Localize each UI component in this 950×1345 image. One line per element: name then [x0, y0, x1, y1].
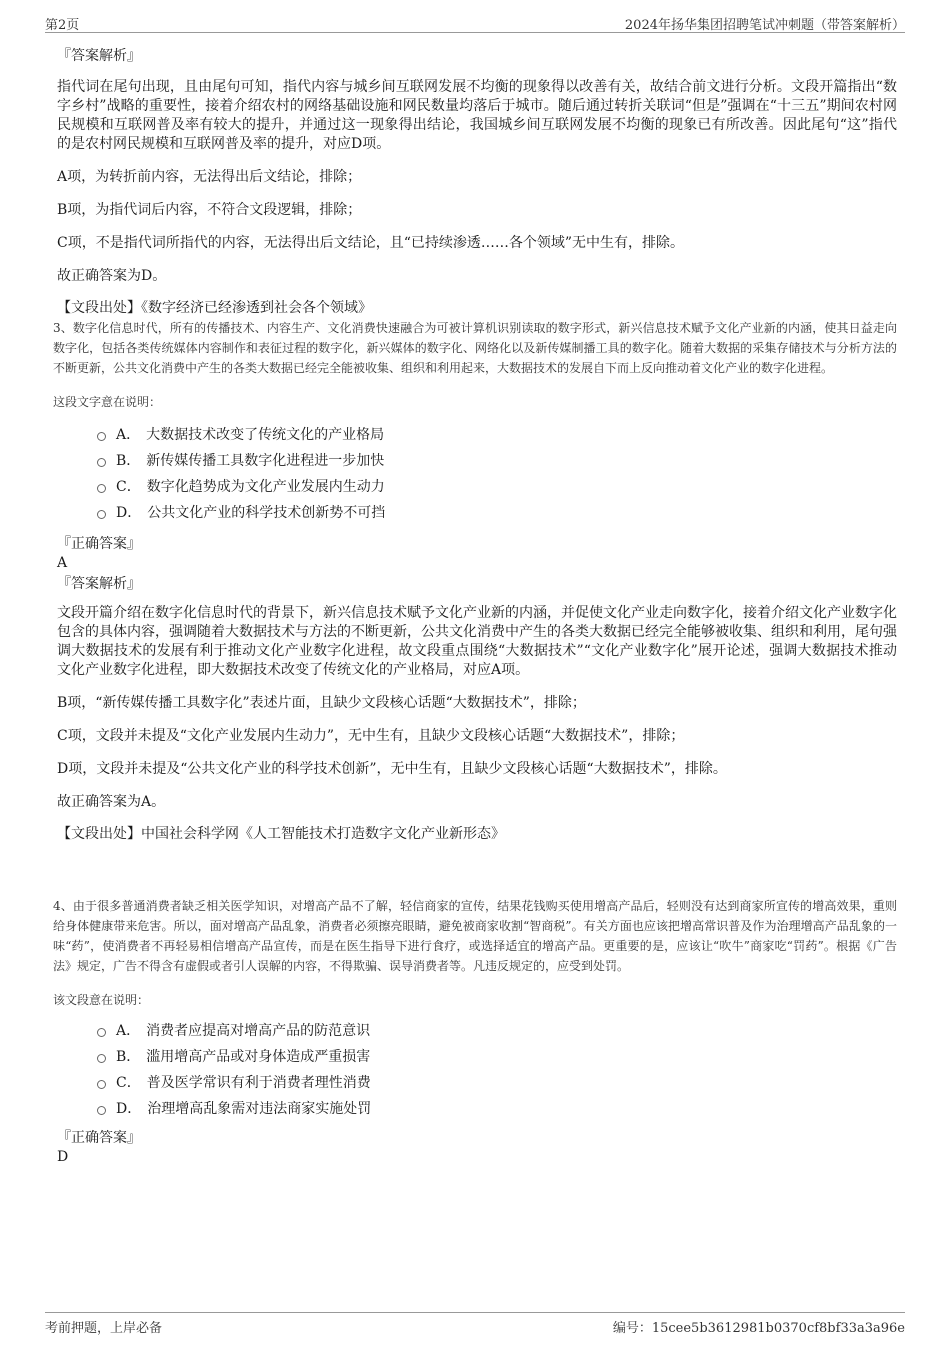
footer-slogan: 考前押题，上岸必备	[45, 1321, 163, 1336]
q2-option-c-note: C项，不是指代词所指代的内容，无法得出后文结论，且“已持续渗透……各个领域”无中生有，排除。	[57, 235, 685, 251]
radio-button-icon[interactable]	[97, 484, 106, 493]
q4-options	[57, 1018, 897, 1122]
radio-button-icon[interactable]	[97, 458, 106, 467]
radio-button-icon[interactable]	[97, 1080, 106, 1089]
page-footer	[45, 1312, 905, 1335]
radio-button-icon[interactable]	[97, 1106, 106, 1115]
q3-option-d-note: D项，文段并未提及“公共文化产业的科学技术创新”，无中生有，且缺少文段核心话题“大数据技术”，排除。	[57, 761, 727, 777]
q3-option-b[interactable]: B． 新传媒传播工具数字化进程进一步加快	[97, 448, 897, 474]
q2-analysis-label: 『答案解析』	[57, 48, 141, 64]
q3-option-c[interactable]: C． 数字化趋势成为文化产业发展内生动力	[97, 474, 897, 500]
q4-option-c[interactable]: C． 普及医学常识有利于消费者理性消费	[97, 1070, 897, 1096]
q3-source: 【文段出处】中国社会科学网《人工智能技术打造数字文化产业新形态》	[57, 826, 505, 842]
q3-option-d[interactable]: D． 公共文化产业的科学技术创新势不可挡	[97, 500, 897, 526]
radio-button-icon[interactable]	[97, 510, 106, 519]
page-header	[45, 12, 905, 33]
q4-option-b[interactable]: B． 滥用增高产品或对身体造成严重损害	[97, 1044, 897, 1070]
q3-conclusion: 故正确答案为A。	[57, 794, 166, 810]
page-content	[53, 46, 897, 1166]
document-code: 编号：15cee5b3612981b0370cf8bf33a3a96e	[612, 1321, 905, 1336]
q3-question: 这段文字意在说明：	[53, 395, 162, 409]
q2-conclusion: 故正确答案为D。	[57, 268, 167, 284]
q4-answer: D	[57, 1149, 69, 1165]
q4-option-a[interactable]: A． 消费者应提高对增高产品的防范意识	[97, 1018, 897, 1044]
q3-analysis-label: 『答案解析』	[57, 576, 141, 592]
q4-option-d[interactable]: D． 治理增高乱象需对违法商家实施处罚	[97, 1096, 897, 1122]
page-number: 第2页	[45, 18, 80, 33]
q3-stem: 3、数字化信息时代，所有的传播技术、内容生产、文化消费快速融合为可被计算机识别读取的数字形式，新兴信息技术赋予文化产业新的内涵，使其日益走向数字化，包括各类传统媒体内容制作和表征过程的数字化，新兴媒体的数字化、网络化以及新传媒制播工具的数字化。随着大数据的采集存储技术与分析方法的不断更新，公共文化消费中产生的各类大数据已经完全能被收集、组织和利用起来，大数据技术的发展自下而上反向推动着文化产业的数字化进程。	[53, 321, 897, 375]
q2-source: 【文段出处】《数字经济已经渗透到社会各个领域》	[57, 300, 372, 316]
q3-option-c-note: C项，文段并未提及“文化产业发展内生动力”，无中生有，且缺少文段核心话题“大数据技术”，排除；	[57, 728, 685, 744]
q3-answer: A	[57, 555, 68, 571]
radio-button-icon[interactable]	[97, 432, 106, 441]
q4-answer-label: 『正确答案』	[57, 1130, 141, 1146]
q3-option-b-note: B项，“新传媒传播工具数字化”表述片面，且缺少文段核心话题“大数据技术”，排除；	[57, 695, 586, 711]
q4-stem: 4、由于很多普通消费者缺乏相关医学知识，对增高产品不了解，轻信商家的宣传，结果花钱购买使用增高产品后，轻则没有达到商家所宣传的增高效果，重则给身体健康带来危害。所以，面对增高产品乱象，消费者必须擦亮眼睛，避免被商家收割“智商税”。有关方面也应该把增高常识普及作为治理增高产品乱象的一味“药”，使消费者不再轻易相信增高产品宣传，而是在医生指导下进行食疗，或选择适宜的增高产品。更重要的是，应该让“吹牛”商家吃“罚药”。根据《广告法》规定，广告不得含有虚假或者引人误解的内容，不得欺骗、误导消费者等。凡违反规定的，应受到处罚。	[53, 899, 897, 973]
q2-option-a-note: A项，为转折前内容，无法得出后文结论，排除；	[57, 169, 362, 185]
q2-analysis-text: 指代词在尾句出现，且由尾句可知，指代内容与城乡间互联网发展不均衡的现象得以改善有关，故结合前文进行分析。文段开篇指出“数字乡村”战略的重要性，接着介绍农村的网络基础设施和网民数量均落后于城市。随后通过转折关联词“但是”强调在“十三五”期间农村网民规模和互联网普及率有较大的提升，并通过这一现象得出结论，我国城乡间互联网发展不均衡的现象已有所改善。因此尾句“这”指代的是农村网民规模和互联网普及率的提升，对应D项。	[57, 79, 897, 152]
radio-button-icon[interactable]	[97, 1054, 106, 1063]
q4-question: 该文段意在说明：	[53, 993, 150, 1007]
radio-button-icon[interactable]	[97, 1028, 106, 1037]
q3-options	[57, 422, 897, 526]
q3-answer-label: 『正确答案』	[57, 536, 141, 552]
q3-analysis-text: 文段开篇介绍在数字化信息时代的背景下，新兴信息技术赋予文化产业新的内涵，并促使文化产业走向数字化，接着介绍文化产业数字化包含的具体内容，强调随着大数据技术与方法的不断更新，公共文化消费中产生的各类大数据已经完全能够被收集、组织和利用，尾句强调大数据技术的发展有利于推动文化产业数字化进程，故文段重点围绕“大数据技术”“文化产业数字化”展开论述，强调大数据技术推动文化产业数字化进程，即大数据技术改变了传统文化的产业格局，对应A项。	[57, 605, 897, 678]
q2-option-b-note: B项，为指代词后内容，不符合文段逻辑，排除；	[57, 202, 362, 218]
document-title: 2024年扬华集团招聘笔试冲刺题（带答案解析）	[624, 18, 905, 33]
q3-option-a[interactable]: A． 大数据技术改变了传统文化的产业格局	[97, 422, 897, 448]
